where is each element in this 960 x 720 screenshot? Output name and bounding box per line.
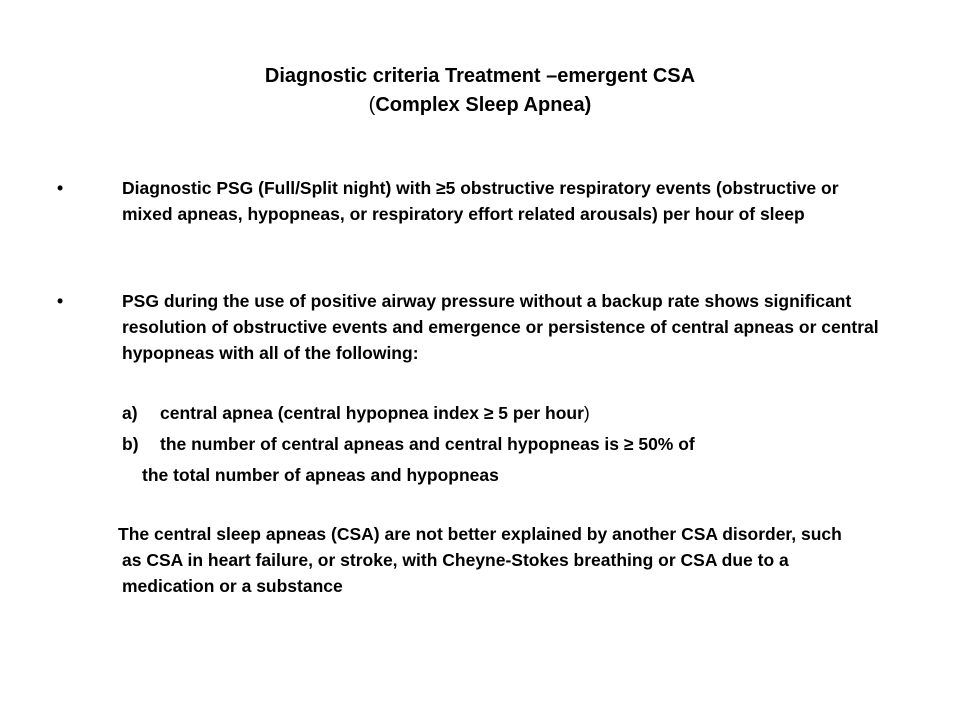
sub-item-a-close: ) <box>583 403 590 423</box>
bullet-text-1: Diagnostic PSG (Full/Split night) with ≥5 obstructive respiratory events (obstructive or mixed apneas, hypopneas, or respiratory effort related arousals) per hour of sleep <box>122 178 839 224</box>
title-open-paren: ( <box>368 94 376 116</box>
sub-item-b <box>122 431 695 457</box>
title-line-2-text: Complex Sleep Apnea) <box>375 94 592 116</box>
sub-item-b-label: b) <box>122 434 139 454</box>
bullet-marker-1: • <box>57 178 64 198</box>
bullet-text-2: PSG during the use of positive airway pressure without a backup rate shows significant resolution of obstructive events and emergence or persistence of central apneas or central hypopneas with all of the following: <box>122 291 879 363</box>
sub-item-b-text: the number of central apneas and central hypopneas is ≥ 50% of <box>160 434 695 454</box>
closing-paragraph: The central sleep apneas (CSA) are not better explained by another CSA disorder, such as CSA in heart failure, or stroke, with Cheyne-Stokes breathing or CSA due to a medication or a substance <box>118 524 842 596</box>
slide-title <box>0 62 960 120</box>
bullet-marker-2: • <box>57 291 64 311</box>
sub-item-a-text: central apnea (central hypopnea index ≥ 5 per hour <box>160 403 584 423</box>
sub-item-b-continuation: the total number of apneas and hypopneas <box>142 465 499 485</box>
sub-item-a-label: a) <box>122 403 138 423</box>
title-line-1: Diagnostic criteria Treatment –emergent CSA <box>264 65 696 87</box>
sub-item-a <box>122 400 590 426</box>
title-line-2 <box>0 91 960 120</box>
